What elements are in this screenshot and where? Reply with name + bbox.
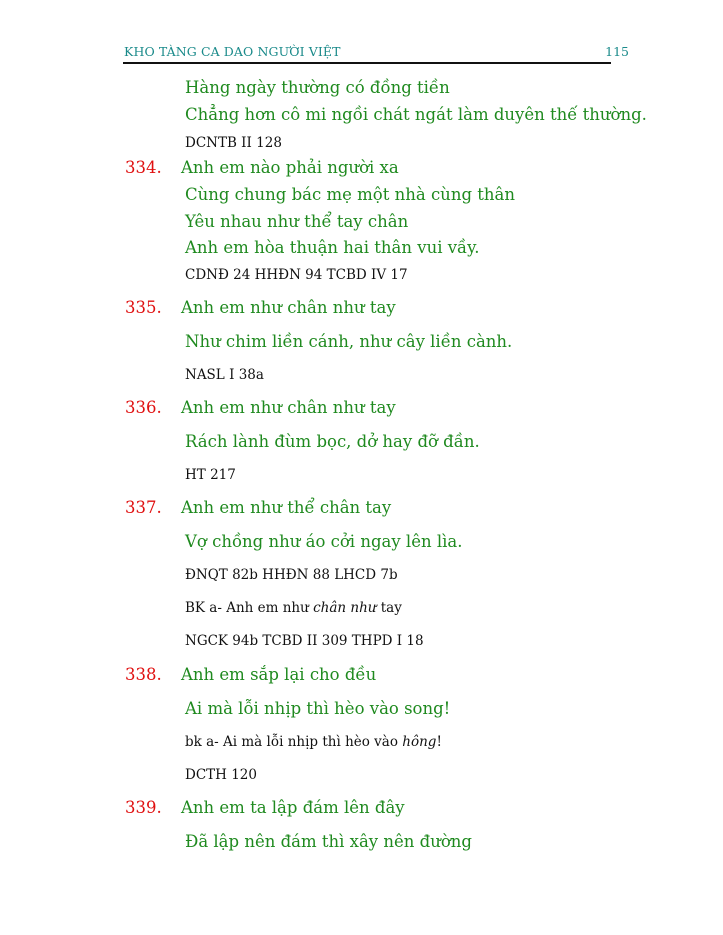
entry-number: 334. [125, 158, 162, 177]
verse-line: Yêu nhau như thể tay chân [185, 212, 409, 231]
entry-number: 337. [125, 498, 162, 517]
variant-note [185, 734, 442, 750]
running-title: KHO TÀNG CA DAO NGƯỜI VIỆT [124, 44, 341, 59]
source-ref: DCTH 120 [185, 767, 257, 783]
page-number: 115 [605, 44, 629, 59]
variant-suffix: ! [436, 734, 442, 750]
verse-first-line: Anh em như thể chân tay [181, 498, 392, 517]
verse-first-line: Anh em sắp lại cho đều [181, 665, 377, 684]
source-ref: HT 217 [185, 467, 236, 483]
source-ref: CDNĐ 24 HHĐN 94 TCBD IV 17 [185, 267, 408, 283]
verse-line: Anh em hòa thuận hai thân vui vầy. [185, 238, 480, 257]
entry-number: 335. [125, 298, 162, 317]
verse-line: Vợ chồng như áo cởi ngay lên lìa. [185, 532, 463, 551]
source-ref: NASL I 38a [185, 367, 264, 383]
header-rule [123, 62, 611, 64]
variant-italic: hông [402, 734, 437, 750]
verse-line: Cùng chung bác mẹ một nhà cùng thân [185, 185, 515, 204]
verse-line: Đã lập nên đám thì xây nên đường [185, 832, 472, 851]
variant-suffix: tay [376, 600, 402, 616]
verse-line: Chẳng hơn cô mi ngồi chát ngát làm duyên thế thường. [185, 105, 647, 124]
verse-first-line: Anh em như chân như tay [181, 398, 396, 417]
verse-first-line: Anh em như chân như tay [181, 298, 396, 317]
variant-italic: chân như [313, 600, 377, 616]
source-ref: ĐNQT 82b HHĐN 88 LHCD 7b [185, 567, 398, 583]
entry-number: 338. [125, 665, 162, 684]
verse-first-line: Anh em ta lập đám lên đây [181, 798, 405, 817]
variant-prefix: bk a- Ai mà lỗi nhịp thì hèo vào [185, 734, 403, 750]
source-ref: DCNTB II 128 [185, 135, 282, 151]
variant-prefix: BK a- Anh em như [185, 600, 314, 616]
verse-line: Ai mà lỗi nhịp thì hèo vào song! [185, 699, 451, 718]
entry-number: 336. [125, 398, 162, 417]
verse-line: Như chim liền cánh, như cây liền cành. [185, 332, 513, 351]
verse-line: Rách lành đùm bọc, dở hay đỡ đần. [185, 432, 480, 451]
entry-number: 339. [125, 798, 162, 817]
verse-line: Hàng ngày thường có đồng tiền [185, 78, 450, 97]
verse-first-line: Anh em nào phải người xa [181, 158, 399, 177]
variant-note [185, 600, 402, 616]
source-ref: NGCK 94b TCBD II 309 THPD I 18 [185, 633, 424, 649]
